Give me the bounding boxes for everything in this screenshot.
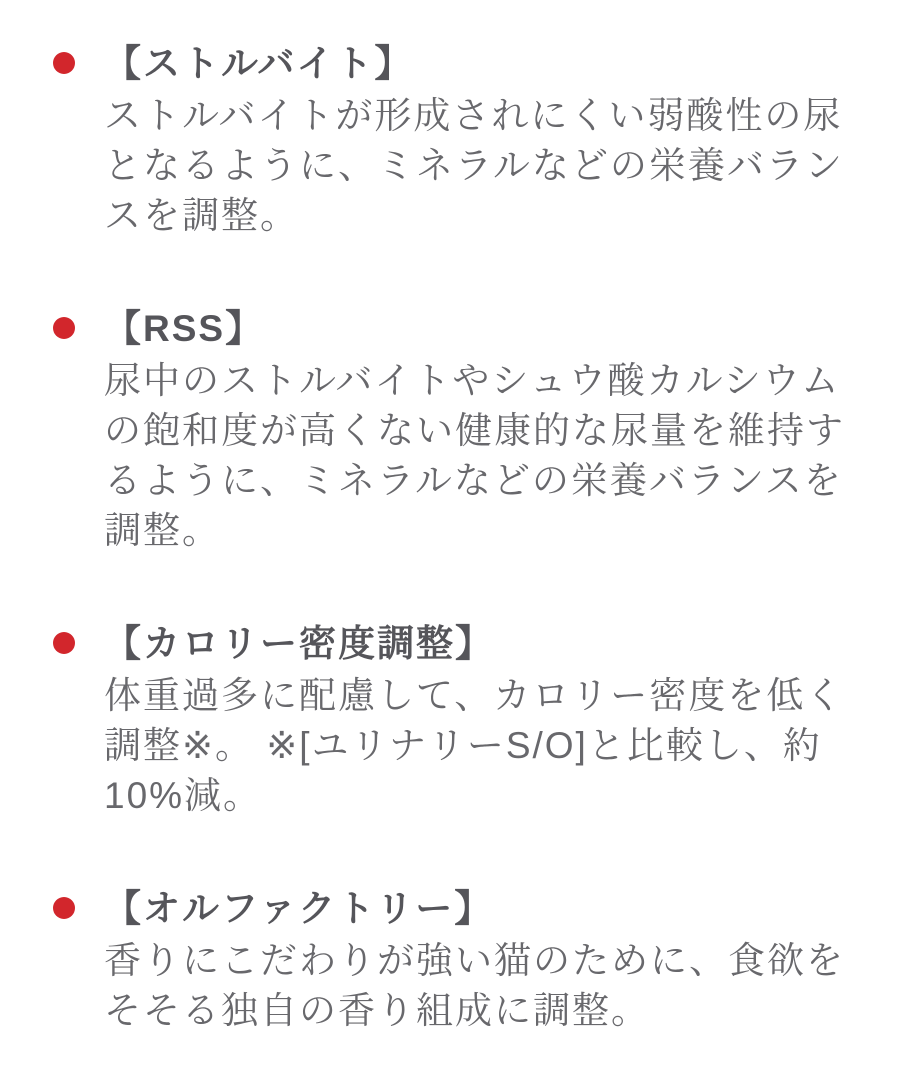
feature-section-olfactory — [0, 881, 900, 1036]
section-heading: 【カロリー密度調整】 — [104, 623, 494, 664]
section-heading: 【RSS】 — [104, 308, 265, 349]
feature-section-calorie-density — [0, 616, 900, 821]
section-body: ストルバイトが形成されにくい弱酸性の尿となるように、ミネラルなどの栄養バランスを調整。 — [104, 95, 844, 236]
section-heading: 【オルファクトリー】 — [104, 888, 494, 929]
feature-section-struvite — [0, 36, 900, 241]
bullet-icon — [53, 632, 75, 654]
bullet-icon — [53, 317, 75, 339]
bullet-icon — [53, 52, 75, 74]
bullet-icon — [53, 897, 75, 919]
section-body: 尿中のストルバイトやシュウ酸カルシウムの飽和度が高くない健康的な尿量を維持するように、ミネラルなどの栄養バランスを調整。 — [104, 360, 845, 551]
feature-section-rss — [0, 301, 900, 556]
section-heading: 【ストルバイト】 — [104, 43, 414, 84]
section-body: 香りにこだわりが強い猫のために、食欲をそそる独自の香り組成に調整。 — [104, 940, 845, 1031]
section-body: 体重過多に配慮して、カロリー密度を低く調整※。 ※[ユリナリーS/O]と比較し、約10%減。 — [104, 675, 845, 816]
